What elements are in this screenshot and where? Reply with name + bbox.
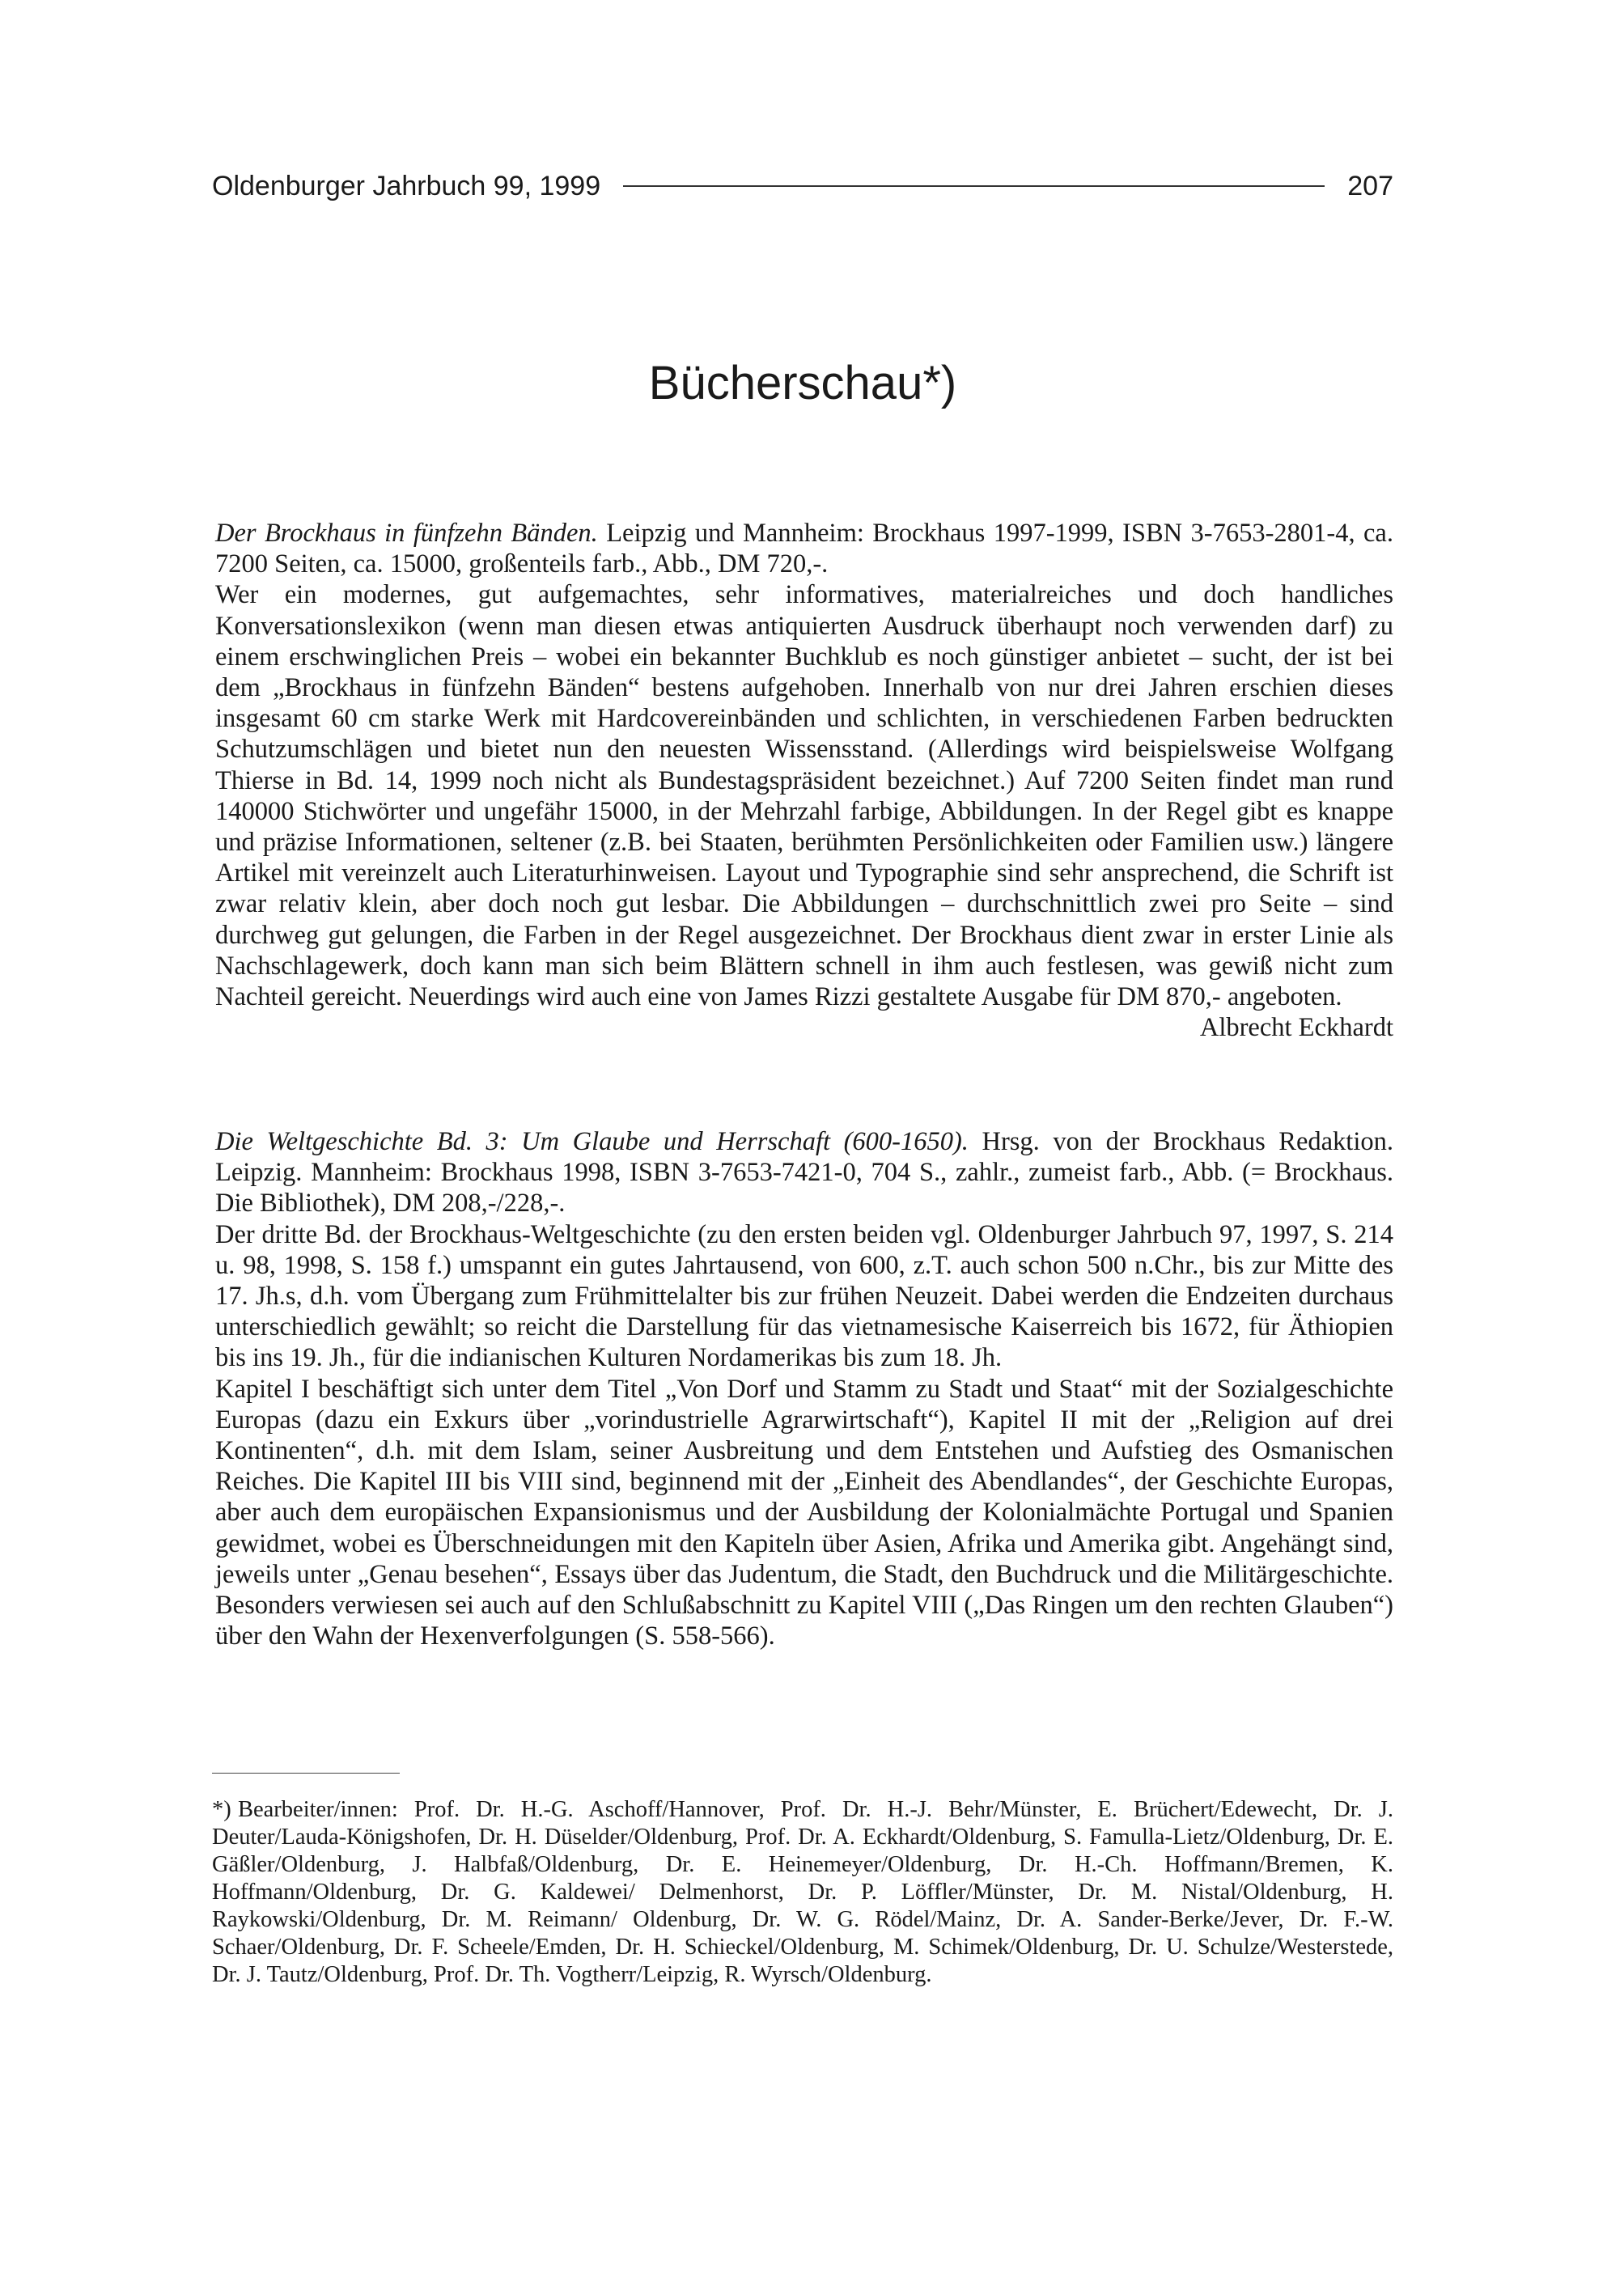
page-number: 207 bbox=[1347, 170, 1393, 201]
citation-details: Hrsg. von der Brockhaus Redaktion. Leipzig. Mannheim: Brockhaus 1998, ISBN 3-7653-7421-0, 704 S., zahlr., zumeist farb., Abb. (= Brockhaus. Die Bibliothek), DM 208,-/228,-. bbox=[215, 1127, 1393, 1219]
header-rule bbox=[623, 185, 1325, 187]
review-body: Wer ein modernes, gut aufgemachtes, sehr informatives, materialreiches und doch handliches Konversationslexikon (wenn man diesen etwas antiquierten Ausdruck überhaupt noch verwenden darf) zu einem erschwinglichen Preis – wobei ein bekannter Buchklub es noch günstiger anbietet – sucht, der ist bei dem „Brockhaus in fünfzehn Bänden“ bestens aufgehoben. Innerhalb von nur drei Jahren erschien dieses insgesamt 60 cm starke Werk mit Hardcovereinbänden und schlichten, in verschiedenen Farben bedruckten Schutzumschlägen und bietet nun den neuesten Wissensstand. (Allerdings wird beispielsweise Wolfgang Thierse in Bd. 14, 1999 noch nicht als Bundestagspräsident bezeichnet.) Auf 7200 Seiten findet man rund 140000 Stichwörter und ungefähr 15000, in der Mehrzahl farbige, Abbildungen. In der Regel gibt es knappe und präzise Informationen, seltener (z.B. bei Staaten, berühmten Persönlichkeiten oder Familien usw.) längere Artikel mit vereinzelt auch Literaturhinweisen. Layout und Typographie sind sehr ansprechend, die Schrift ist zwar relativ klein, aber doch noch gut lesbar. Die Abbildungen – durchschnittlich zwei pro Seite – sind durchweg gut gelungen, die Farben in der Regel ausgezeichnet. Der Brockhaus dient zwar in erster Linie als Nachschlagewerk, doch kann man sich beim Blättern schnell in ihm auch festlesen, was gewiß nicht zum Nachteil gereicht. Neuerdings wird auch eine von James Rizzi gestaltete Ausgabe für DM 870,- angeboten. bbox=[215, 580, 1393, 1012]
section-title: Bücherschau*) bbox=[648, 357, 957, 409]
review-citation bbox=[215, 1126, 1393, 1219]
reviewer-name: Albrecht Eckhardt bbox=[1199, 1013, 1393, 1043]
review-brockhaus bbox=[215, 518, 1393, 1043]
journal-title: Oldenburger Jahrbuch 99, 1999 bbox=[212, 170, 601, 201]
review-citation bbox=[215, 518, 1393, 579]
footnote-text: Bearbeiter/innen: Prof. Dr. H.-G. Aschoff/Hannover, Prof. Dr. H.-J. Behr/Münster, E. Brüchert/Edewecht, Dr. J. Deuter/Lauda-Königshofen, Dr. H. Düselder/Oldenburg, Prof. Dr. A. Eckhardt/Oldenburg, S. Famulla-Lietz/Oldenburg, Dr. E. Gäßler/Oldenburg, J. Halbfaß/Oldenburg, Dr. E. Heinemeyer/Oldenburg, Dr. H.-Ch. Hoffmann/Bremen, K. Hoffmann/Oldenburg, Dr. G. Kaldewei/ Delmenhorst, Dr. P. Löffler/Münster, Dr. M. Nistal/Oldenburg, H. Raykowski/Oldenburg, Dr. M. Reimann/ Oldenburg, Dr. W. G. Rödel/Mainz, Dr. A. Sander-Berke/Jever, Dr. F.-W. Schaer/Oldenburg, Dr. F. Scheele/Emden, Dr. H. Schieckel/Oldenburg, M. Schimek/Oldenburg, Dr. U. Schulze/Westerstede, Dr. J. Tautz/Oldenburg, Prof. Dr. Th. Vogtherr/Leipzig, R. Wyrsch/Oldenburg. bbox=[212, 1797, 1393, 1987]
footnote-rule bbox=[212, 1773, 400, 1774]
review-paragraph: Kapitel I beschäftigt sich unter dem Titel „Von Dorf und Stamm zu Stadt und Staat“ mit der Sozialgeschichte Europas (dazu ein Exkurs über „vorindustrielle Agrarwirtschaft“), Kapitel II mit der „Religion auf drei Kontinenten“, d.h. mit dem Islam, seiner Ausbreitung und dem Entstehen und Aufstieg des Osmanischen Reiches. Die Kapitel III bis VIII sind, beginnend mit der „Einheit des Abendlandes“, der Geschichte Europas, aber auch dem europäischen Expansionismus und der Ausbildung der Kolonialmächte Portugal und Spanien gewidmet, wobei es Überschneidungen mit den Kapiteln über Asien, Afrika und Amerika gibt. Angehängt sind, jeweils unter „Genau besehen“, Essays über das Judentum, die Stadt, den Buchdruck und die Militärgeschichte. Besonders verwiesen sei auch auf den Schlußabschnitt zu Kapitel VIII („Das Ringen um den rechten Glauben“) über den Wahn der Hexenverfolgungen (S. 558-566). bbox=[215, 1374, 1393, 1651]
review-paragraph: Der dritte Bd. der Brockhaus-Weltgeschichte (zu den ersten beiden vgl. Oldenburger Jahrbuch 97, 1997, S. 214 u. 98, 1998, S. 158 f.) umspannt ein gutes Jahrtausend, von 600, z.T. auch schon 500 n.Chr., bis zur Mitte des 17. Jh.s, d.h. vom Übergang zum Frühmittelalter bis zur frühen Neuzeit. Dabei werden die Endzeiten durchaus unterschiedlich gewählt; so reicht die Darstellung für das vietnamesische Kaiserreich bis 1672, für Äthiopien bis ins 19. Jh., für die indianischen Kulturen Nordamerikas bis zum 18. Jh. bbox=[215, 1219, 1393, 1373]
citation-details: Leipzig und Mannheim: Brockhaus 1997-1999, ISBN 3-7653-2801-4, ca. 7200 Seiten, ca. 15000, großenteils farb., Abb., DM 720,-. bbox=[215, 519, 1393, 579]
book-title: Der Brockhaus in fünfzehn Bänden. bbox=[215, 519, 598, 548]
review-weltgeschichte bbox=[215, 1126, 1393, 1651]
footnote bbox=[212, 1796, 1393, 1989]
footnote-marker: *) bbox=[212, 1797, 231, 1822]
running-header bbox=[212, 166, 1393, 206]
book-title: Die Weltgeschichte Bd. 3: Um Glaube und Herrschaft (600-1650). bbox=[215, 1127, 969, 1156]
